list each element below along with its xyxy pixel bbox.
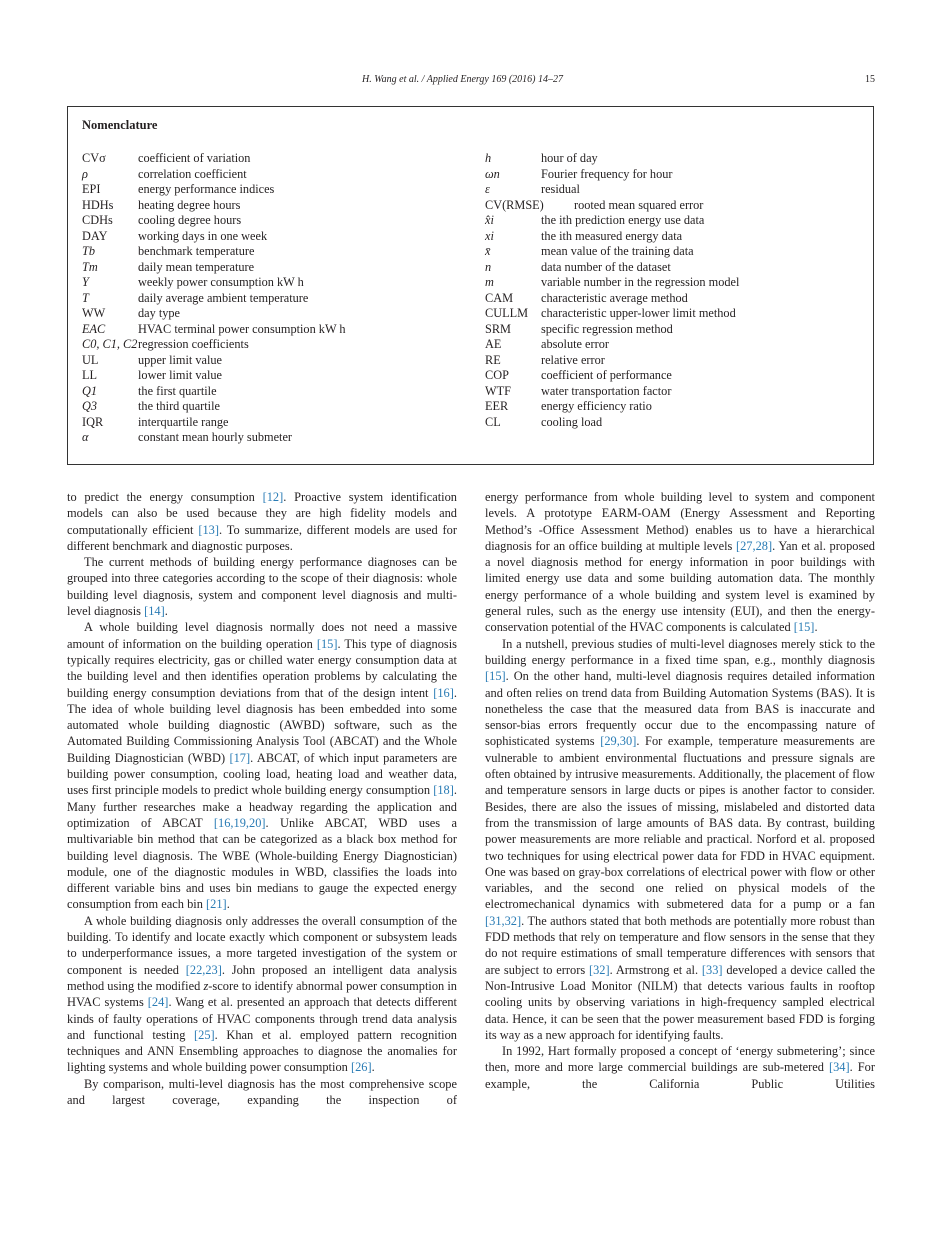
body-paragraph xyxy=(485,1043,875,1092)
nomenclature-entry xyxy=(82,260,462,276)
nomenclature-symbol: Y xyxy=(82,275,89,289)
body-text: . To summarize, different models are used for different benchmark and diagnostic purposes. xyxy=(67,522,457,553)
nomenclature-definition: correlation coefficient xyxy=(138,166,247,181)
citation-link[interactable]: [14] xyxy=(144,604,165,619)
nomenclature-symbol: CVσ xyxy=(82,151,106,165)
nomenclature-symbol: T xyxy=(82,290,89,305)
nomenclature-symbol: ε xyxy=(485,182,490,196)
citation-link[interactable]: [25] xyxy=(194,1027,215,1042)
nomenclature-entry xyxy=(82,353,462,369)
citation-link[interactable]: [22,23] xyxy=(185,962,222,977)
nomenclature-definition: the ith measured energy data xyxy=(541,228,683,243)
nomenclature-entry xyxy=(82,291,462,307)
nomenclature-entry xyxy=(485,151,865,167)
nomenclature-definition: energy performance indices xyxy=(138,182,275,196)
nomenclature-entry xyxy=(485,167,865,183)
nomenclature-entry xyxy=(485,415,865,431)
nomenclature-symbol: DAY xyxy=(82,228,108,243)
journal-citation: H. Wang et al. / Applied Energy 169 (2016) 14–27 xyxy=(362,74,563,85)
body-text: z xyxy=(203,978,209,993)
citation-link[interactable]: [16] xyxy=(433,685,454,700)
nomenclature-symbol: n xyxy=(485,259,492,274)
body-text: . xyxy=(226,897,230,912)
nomenclature-symbol: x̂i xyxy=(485,213,494,227)
nomenclature-definition: cooling load xyxy=(541,414,603,429)
nomenclature-symbol: RE xyxy=(485,352,501,367)
citation-link[interactable]: [24] xyxy=(147,995,169,1010)
body-text: . John proposed an intelligent data analysis method using the modified xyxy=(67,962,457,993)
nomenclature-definition: lower limit value xyxy=(138,368,223,382)
nomenclature-symbol: UL xyxy=(82,352,99,367)
nomenclature-definition: characteristic average method xyxy=(541,290,688,305)
body-paragraph xyxy=(67,619,457,912)
nomenclature-symbol: CDHs xyxy=(82,213,113,227)
nomenclature-entry xyxy=(82,399,462,415)
citation-link[interactable]: [26] xyxy=(350,1060,372,1075)
nomenclature-entry xyxy=(485,198,865,214)
citation-link[interactable]: [15] xyxy=(316,636,338,651)
nomenclature-definition: coefficient of variation xyxy=(138,151,251,165)
nomenclature-entry xyxy=(82,213,462,229)
nomenclature-definition: data number of the dataset xyxy=(541,259,671,274)
nomenclature-symbol: WTF xyxy=(485,383,511,398)
page-number: 15 xyxy=(865,74,875,85)
nomenclature-entry xyxy=(82,368,462,384)
nomenclature-entry xyxy=(485,229,865,245)
nomenclature-symbol: xi xyxy=(485,228,494,243)
citation-link[interactable]: [27,28] xyxy=(735,538,773,553)
nomenclature-symbol: CV(RMSE) xyxy=(485,197,544,212)
nomenclature-definition: water transportation factor xyxy=(541,383,672,398)
nomenclature-definition: the ith prediction energy use data xyxy=(541,213,705,227)
nomenclature-definition: constant mean hourly submeter xyxy=(138,430,293,444)
citation-link[interactable]: [21] xyxy=(206,897,227,912)
nomenclature-entry xyxy=(82,198,462,214)
body-text: A whole building diagnosis only addresses the overall consumption of the building. To identify and locate exactly which component or subsystem leads to underperformance issues, a more targeted investigation of the system or component is needed xyxy=(67,913,457,977)
body-text: . xyxy=(164,604,168,619)
nomenclature-entry xyxy=(82,244,462,260)
body-paragraph xyxy=(67,913,457,1076)
citation-link[interactable]: [12] xyxy=(262,490,284,504)
nomenclature-symbol: x̄ xyxy=(485,244,491,258)
nomenclature-definition: absolute error xyxy=(541,337,609,351)
nomenclature-definition: cooling degree hours xyxy=(138,213,242,227)
body-text: In 1992, Hart formally proposed a concept of ‘energy submetering’; since then, more and more large commercial buildings are sub-metered xyxy=(485,1044,875,1075)
body-text: . For example, the California Public Utilities xyxy=(485,1060,875,1091)
nomenclature-symbol: CAM xyxy=(485,290,514,305)
citation-link[interactable]: [34] xyxy=(828,1060,850,1075)
nomenclature-symbol: ρ xyxy=(82,166,88,181)
nomenclature-definition: coefficient of performance xyxy=(541,368,672,382)
nomenclature-symbol: Tb xyxy=(82,244,95,258)
nomenclature-symbol: WW xyxy=(82,306,106,320)
nomenclature-entry xyxy=(485,275,865,291)
nomenclature-definition: day type xyxy=(138,306,181,320)
nomenclature-definition: weekly power consumption kW h xyxy=(138,275,304,289)
nomenclature-symbol: CULLM xyxy=(485,306,529,320)
body-text: . On the other hand, multi-level diagnosis requires detailed information and often relies on trend data from Building Automation Systems (BAS). It is nonetheless the case that the measured data from BAS is inaccurate and sensor-bias errors frequently occur due to the encompassing nature of sophisticated systems xyxy=(485,669,875,749)
body-paragraph xyxy=(485,489,875,636)
nomenclature-entry xyxy=(82,322,462,338)
body-text: . Armstrong et al. xyxy=(609,962,702,977)
nomenclature-entry xyxy=(82,415,462,431)
nomenclature-entry xyxy=(485,384,865,400)
nomenclature-definition: relative error xyxy=(541,352,605,367)
body-text: . Many further researches make a headway regarding the application and optimization of ABCAT xyxy=(67,783,457,830)
running-header xyxy=(0,74,925,88)
nomenclature-symbol: Q1 xyxy=(82,383,98,398)
nomenclature-title: Nomenclature xyxy=(82,118,158,132)
nomenclature-symbol: h xyxy=(485,151,492,165)
nomenclature-symbol: COP xyxy=(485,368,509,382)
body-text: . ABCAT, of which input parameters are building power consumption, cooling load, heating load and weather data, uses first principle models to predict whole building energy consumption xyxy=(67,750,457,798)
nomenclature-entry xyxy=(485,368,865,384)
nomenclature-definition: characteristic upper-lower limit method xyxy=(541,306,736,320)
body-text: In a nutshell, previous studies of multi-level diagnoses merely stick to the building energy performance in a fixed time span, e.g., monthly diagnosis xyxy=(485,636,875,667)
nomenclature-definition: the third quartile xyxy=(138,399,220,413)
body-text: . Khan et al. employed pattern recognition techniques and ANN Ensembling approaches to diagnose the anomalies for lighting systems and whole building power consumption xyxy=(67,1027,457,1075)
citation-link[interactable]: [29,30] xyxy=(600,734,637,749)
body-text: . The authors stated that both methods are potentially more robust than FDD methods that rely on temperature and flow sensors in the sense that they do not require estimations of small temperature differences with sensors that are subject to errors xyxy=(485,913,875,977)
body-text: . xyxy=(371,1060,375,1075)
body-paragraph xyxy=(67,489,457,554)
nomenclature-symbol: EER xyxy=(485,399,509,413)
body-text: By comparison, multi-level diagnosis has the most comprehensive scope and largest coverage, expanding the inspection of xyxy=(67,1076,457,1107)
citation-link[interactable]: [13] xyxy=(198,522,220,537)
nomenclature-entry xyxy=(82,430,462,446)
body-text: . This type of diagnosis typically requires electricity, gas or chilled water energy consumption data at the building level and then identifies operation problems by calculating the building energy consumption deviations from that of the design intent xyxy=(67,636,457,700)
citation-link[interactable]: [15] xyxy=(793,620,815,635)
nomenclature-definition: benchmark temperature xyxy=(138,244,255,258)
nomenclature-definition: residual xyxy=(541,182,580,196)
nomenclature-entry xyxy=(485,213,865,229)
body-text: -score to identify abnormal power consumption in HVAC systems xyxy=(67,978,458,1010)
nomenclature-definition: regression coefficients xyxy=(138,337,249,351)
nomenclature-entry xyxy=(82,182,462,198)
nomenclature-definition: daily mean temperature xyxy=(138,259,255,274)
nomenclature-entry xyxy=(485,322,865,338)
nomenclature-symbol: IQR xyxy=(82,414,104,429)
nomenclature-entry xyxy=(485,182,865,198)
citation-link[interactable]: [17] xyxy=(229,750,251,765)
body-text: . Unlike ABCAT, WBD uses a multivariable bin method that can be categorized as a black box method for building level diagnosis. The WBE (Whole-building Energy Diagnostician) module, one of the diagnostic modules in WBD, classifies the loads into different variable bins and uses bin medians to gauge the expected energy consumption from each bin xyxy=(67,815,457,912)
nomenclature-definition: HVAC terminal power consumption kW h xyxy=(138,321,346,336)
nomenclature-symbol: CL xyxy=(485,414,501,429)
body-text: . Proactive system identification models can also be used because they are high fidelity models and computationally efficient xyxy=(67,490,457,537)
body-text: A whole building level diagnosis normally does not need a massive amount of information on the building operation xyxy=(67,620,457,651)
nomenclature-entry xyxy=(82,306,462,322)
nomenclature-entry xyxy=(82,275,462,291)
nomenclature-definition: heating degree hours xyxy=(138,197,241,212)
body-text: energy performance from whole building level to system and component levels. A prototype EARM-OAM (Energy Assessment and Reporting Method’s -Office Assessment Method) enables us to have a hierarchical diagnosis for an office building at multiple levels xyxy=(485,490,875,553)
nomenclature-entry xyxy=(485,353,865,369)
nomenclature-entry xyxy=(485,244,865,260)
nomenclature-definition: rooted mean squared error xyxy=(574,197,704,212)
body-text: The current methods of building energy performance diagnoses can be grouped into three categories according to the scope of their diagnosis: whole building level diagnosis, system and component level diagnosis and multi-level diagnosis xyxy=(67,555,457,619)
body-paragraph xyxy=(67,554,457,619)
nomenclature-entry xyxy=(82,167,462,183)
nomenclature-symbol: EPI xyxy=(82,182,101,196)
citation-link[interactable]: [33] xyxy=(701,962,723,977)
nomenclature-left-column xyxy=(82,151,462,446)
nomenclature-symbol: Q3 xyxy=(82,399,98,413)
nomenclature-definition: Fourier frequency for hour xyxy=(541,166,673,181)
body-text: . Yan et al. proposed a novel diagnosis method for energy information in poor buildings with limited energy use data and some building automation data. The monthly energy performance of a whole building and system level is examined by general rules, such as the energy use intensity (EUI), and then the energy-conservation potential of the HVAC components is calculated xyxy=(485,538,875,635)
nomenclature-symbol: EAC xyxy=(82,321,106,336)
nomenclature-symbol: AE xyxy=(485,337,502,351)
nomenclature-entry xyxy=(82,384,462,400)
nomenclature-entry xyxy=(485,291,865,307)
nomenclature-symbol: α xyxy=(82,430,89,444)
nomenclature-entry xyxy=(485,399,865,415)
body-paragraph xyxy=(67,1076,457,1109)
nomenclature-definition: variable number in the regression model xyxy=(541,275,740,289)
nomenclature-definition: working days in one week xyxy=(138,228,268,243)
nomenclature-definition: specific regression method xyxy=(541,321,673,336)
body-text: . xyxy=(814,620,818,635)
nomenclature-symbol: HDHs xyxy=(82,197,114,212)
body-text: . The idea of whole building level diagnosis has been embedded into some automated whole building diagnostic (AWBD) software, such as the Automated Building Commissioning Analysis Tool (ABCAT) and the Whole Building Diagnostician (WBD) xyxy=(67,685,457,765)
body-text: . Wang et al. presented an approach that detects different kinds of faulty operations of HVAC components through trend data analysis and functional testing xyxy=(67,995,457,1042)
nomenclature-entry xyxy=(485,260,865,276)
nomenclature-symbol: SRM xyxy=(485,321,511,336)
nomenclature-symbol: m xyxy=(485,275,494,289)
body-text: to predict the energy consumption xyxy=(67,490,263,504)
body-text: developed a device called the Non-Intrusive Load Monitor (NILM) that detects various faults in rooftop cooling units by observing variations in high-frequency sampled electrical data. Hence, it can be seen that the power measurement based FDD is forging its way as a new approach for identifying faults. xyxy=(485,962,875,1042)
nomenclature-definition: daily average ambient temperature xyxy=(138,290,309,305)
nomenclature-right-column xyxy=(485,151,865,430)
nomenclature-definition: the first quartile xyxy=(138,383,217,398)
nomenclature-definition: energy efficiency ratio xyxy=(541,399,652,413)
nomenclature-entry xyxy=(82,337,462,353)
nomenclature-definition: upper limit value xyxy=(138,352,223,367)
body-right-column xyxy=(485,489,875,1092)
nomenclature-definition: hour of day xyxy=(541,151,598,165)
nomenclature-symbol: C0, C1, C2 xyxy=(82,337,138,351)
nomenclature-definition: interquartile range xyxy=(138,414,229,429)
nomenclature-entry xyxy=(485,306,865,322)
nomenclature-symbol: LL xyxy=(82,368,98,382)
citation-link[interactable]: [32] xyxy=(588,962,610,977)
nomenclature-definition: mean value of the training data xyxy=(541,244,694,258)
citation-link[interactable]: [18] xyxy=(433,783,454,798)
nomenclature-entry xyxy=(82,229,462,245)
nomenclature-entry xyxy=(485,337,865,353)
body-left-column xyxy=(67,489,457,1108)
nomenclature-symbol: Tm xyxy=(82,259,98,274)
nomenclature-entry xyxy=(82,151,462,167)
citation-link[interactable]: [15] xyxy=(485,669,506,684)
body-paragraph xyxy=(485,636,875,1043)
citation-link[interactable]: [31,32] xyxy=(485,913,522,928)
body-text: . For example, temperature measurements are vulnerable to ambient environmental fluctuations and pressure signals are often obtained by intrusive measurements. Additionally, the placement of flow and temperature sensors in large ducts or pipes is another factor to consider. Besides, there are also the issues of missing, mislabeled and distorted data from the transmission of large amounts of BAS data. By contrast, building power measurements are more reliable and practical. Norford et al. proposed two techniques for using electrical power data for FDD in HVAC equipment. One was based on gray-box correlations of electrical power with flow or other variables, and the second one relied on physical models of the electromechanical dynamics with submetered data for a pump or a fan xyxy=(485,734,875,912)
nomenclature-symbol: ωn xyxy=(485,166,500,181)
citation-link[interactable]: [16,19,20] xyxy=(213,815,266,830)
nomenclature-box xyxy=(67,106,874,465)
